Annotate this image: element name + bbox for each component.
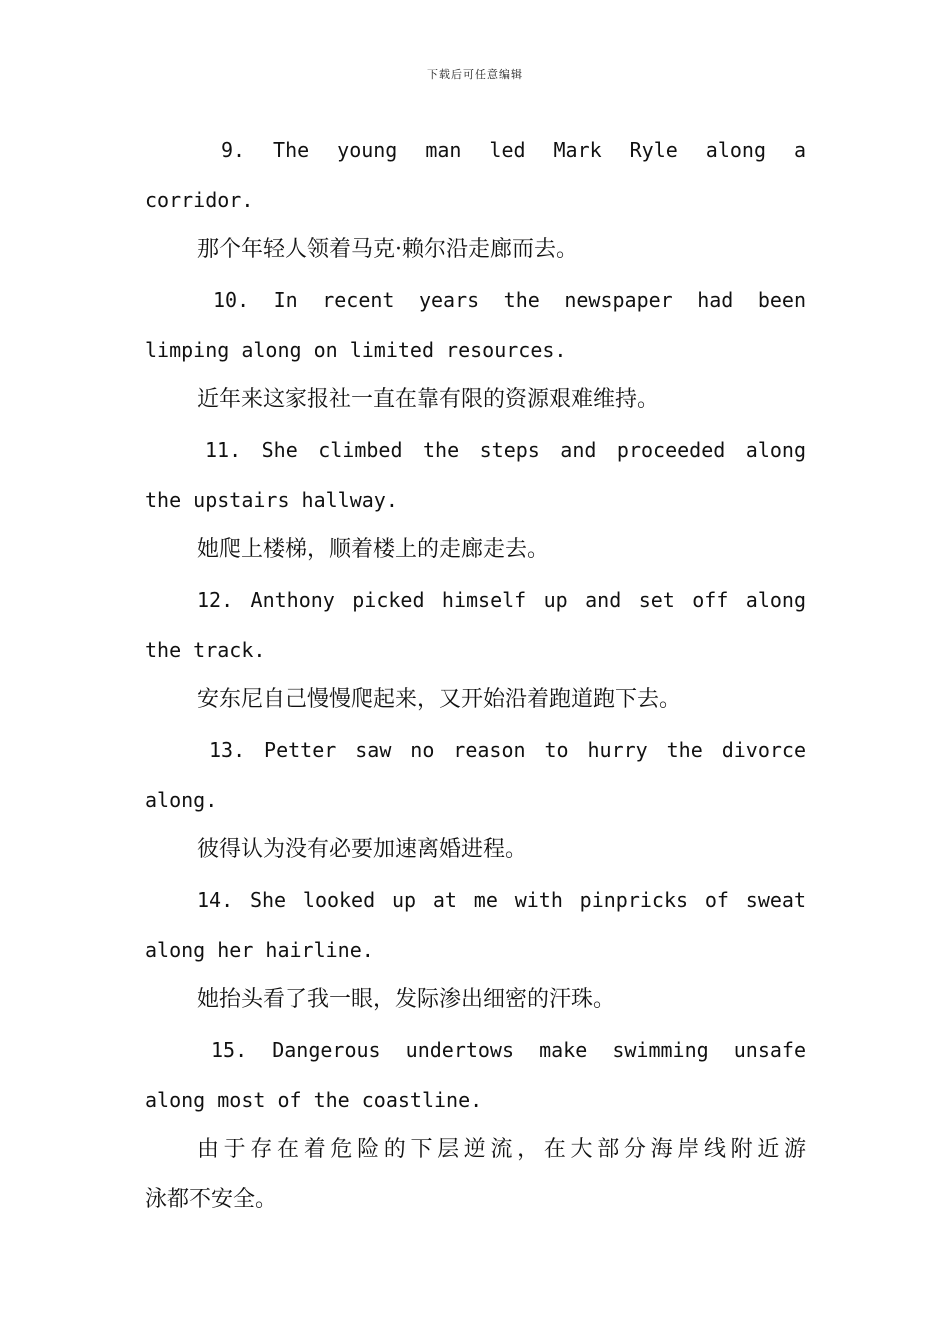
english-sentence-line: 9. The young man led Mark Ryle along a (221, 138, 806, 162)
page-header: 下载后可任意编辑 (427, 68, 523, 81)
english-sentence-line: limping along on limited resources. (145, 338, 567, 362)
chinese-translation-line: 泳都不安全。 (145, 1187, 278, 1212)
english-sentence-line: 15. Dangerous undertows make swimming unsafe (211, 1038, 806, 1062)
sentence-entry-9 (145, 125, 806, 275)
document-body (145, 125, 806, 1225)
english-sentence-line: 11. She climbed the steps and proceeded along (205, 438, 806, 462)
english-sentence-line: 13. Petter saw no reason to hurry the divorce (209, 738, 806, 762)
sentence-entry-13 (145, 725, 806, 875)
sentence-entry-11 (145, 425, 806, 575)
english-sentence-line: corridor. (145, 188, 254, 212)
english-sentence-line: the track. (145, 638, 266, 662)
chinese-translation-line: 安东尼自己慢慢爬起来，又开始沿着跑道跑下去。 (197, 687, 682, 712)
english-sentence-line: along. (145, 788, 218, 812)
english-sentence-line: 12. Anthony picked himself up and set off along (197, 588, 806, 612)
chinese-translation-line: 那个年轻人领着马克·赖尔沿走廊而去。 (197, 237, 578, 262)
sentence-entry-12 (145, 575, 806, 725)
chinese-translation-line: 她抬头看了我一眼，发际渗出细密的汗珠。 (197, 987, 616, 1012)
english-sentence-line: along most of the coastline. (145, 1088, 483, 1112)
chinese-translation-line: 由于存在着危险的下层逆流，在大部分海岸线附近游 (197, 1137, 806, 1162)
english-sentence-line: along her hairline. (145, 938, 374, 962)
sentence-entry-15 (145, 1025, 806, 1225)
english-sentence-line: the upstairs hallway. (145, 488, 398, 512)
english-sentence-line: 10. In recent years the newspaper had been (213, 288, 806, 312)
sentence-entry-14 (145, 875, 806, 1025)
chinese-translation-line: 彼得认为没有必要加速离婚进程。 (197, 837, 528, 862)
sentence-entry-10 (145, 275, 806, 425)
english-sentence-line: 14. She looked up at me with pinpricks of sweat (197, 888, 806, 912)
chinese-translation-line: 她爬上楼梯，顺着楼上的走廊走去。 (197, 537, 550, 562)
chinese-translation-line: 近年来这家报社一直在靠有限的资源艰难维持。 (197, 387, 660, 412)
